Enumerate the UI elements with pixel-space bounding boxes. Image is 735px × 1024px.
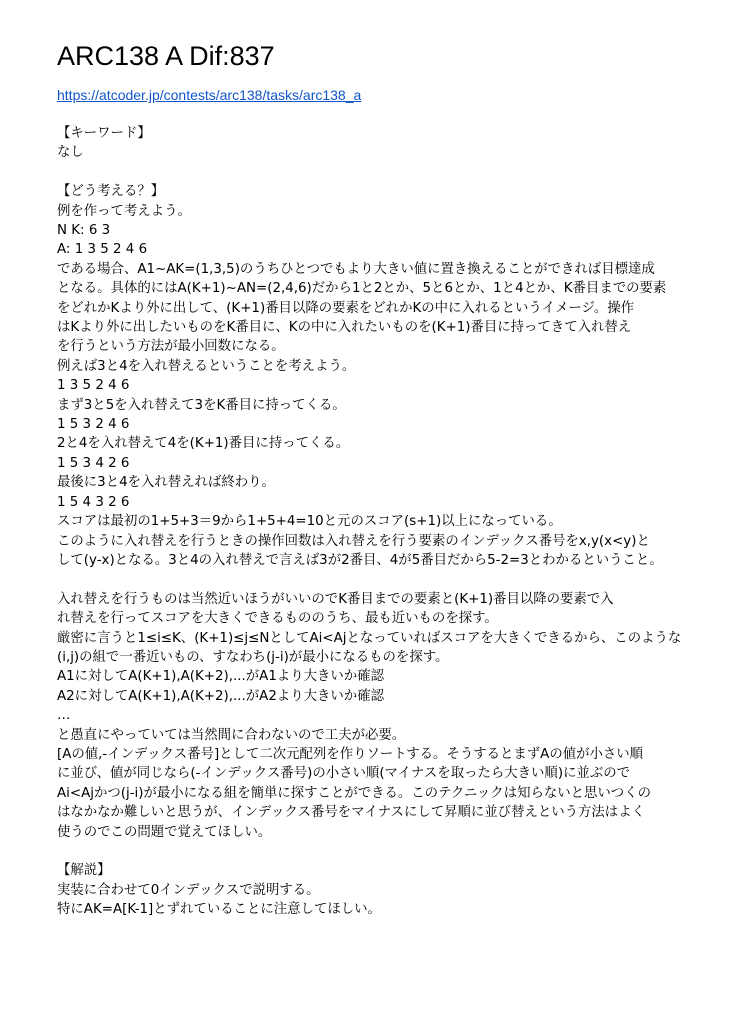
- text-line: N K: 6 3: [57, 223, 111, 239]
- text-line: (i,j)の組で一番近いもの、すなわち(j-i)が最小になるものを探す。: [57, 649, 449, 665]
- text-line: はなかなか難しいと思うが、インデックス番号をマイナスにして昇順に並び替えという方法はよく: [57, 805, 645, 821]
- text-line: と愚直にやっていては当然間に合わないので工夫が必要。: [57, 727, 406, 743]
- text-line: Ai<Ajかつ(j-i)が最小になる組を簡単に探すことができる。このテクニックは知らないと思いつくの: [57, 785, 651, 801]
- text-line: 1 5 4 3 2 6: [57, 494, 130, 510]
- section-heading: 【解説】: [57, 863, 111, 879]
- text-line: 例を作って考えよう。: [57, 203, 191, 219]
- text-line: [Aの値,-インデックス番号]として二次元配列を作りソートする。そうするとまずAの値が小さい順: [57, 746, 644, 762]
- text-line: である場合、A1~AK=(1,3,5)のうちひとつでもより大きい値に置き換えることができれば目標達成: [57, 261, 655, 277]
- section-spacer: [57, 570, 682, 589]
- section-spacer: [57, 842, 682, 861]
- text-line: A1に対してA(K+1),A(K+2),...がA1より大きいか確認: [57, 669, 384, 685]
- text-line: 1 5 3 2 4 6: [57, 417, 130, 433]
- text-line: を行うという方法が最小回数になる。: [57, 339, 285, 355]
- text-line: はKより外に出したいものをK番目に、Kの中に入れたいものを(K+1)番目に持ってきて入れ替え: [57, 320, 632, 336]
- text-line: 使うのでこの問題で覚えてほしい。: [57, 824, 272, 840]
- text-line: なし: [57, 145, 84, 161]
- text-line: をどれかKより外に出して、(K+1)番目以降の要素をどれかKの中に入れるというイメージ。操作: [57, 300, 635, 316]
- document-page: [57, 40, 682, 920]
- text-line: …: [57, 708, 71, 724]
- section-heading: 【キーワード】: [57, 126, 151, 141]
- text-line: A2に対してA(K+1),A(K+2),...がA2より大きいか確認: [57, 688, 384, 704]
- text-line: 1 5 3 4 2 6: [57, 455, 130, 471]
- text-line: 例えば3と4を入れ替えるということを考えよう。: [57, 358, 356, 374]
- section-spacer: [57, 163, 682, 182]
- text-line: 2と4を入れ替えて4を(K+1)番目に持ってくる。: [57, 436, 350, 452]
- text-line: に並び、値が同じなら(-インデックス番号)の小さい順(マイナスを取ったら大きい順)に並ぶので: [57, 766, 630, 782]
- text-line: 入れ替えを行うものは当然近いほうがいいのでK番目までの要素と(K+1)番目以降の要素で入: [57, 591, 614, 607]
- text-line: れ替えを行ってスコアを大きくできるもののうち、最も近いものを探す。: [57, 611, 498, 627]
- document-body: [57, 124, 682, 920]
- problem-link[interactable]: https://atcoder.jp/contests/arc138/tasks/arc138_a: [57, 87, 362, 103]
- text-line: 厳密に言うと1≤i≤K、(K+1)≤j≤NとしてAi<Ajとなっていればスコアを大きくできるから、このような: [57, 630, 682, 646]
- text-line: スコアは最初の1+5+3＝9から1+5+4=10と元のスコア(s+1)以上になっている。: [57, 514, 562, 530]
- text-line: して(y-x)となる。3と4の入れ替えで言えば3が2番目、4が5番目だから5-2=3とわかるということ。: [57, 552, 663, 568]
- text-line: 特にAK=A[K-1]とずれていることに注意してほしい。: [57, 902, 381, 918]
- text-line: 1 3 5 2 4 6: [57, 378, 130, 394]
- page-title: ARC138 A Dif:837: [57, 41, 275, 71]
- text-line: まず3と5を入れ替えて3をK番目に持ってくる。: [57, 397, 346, 413]
- text-line: 実装に合わせて0インデックスで説明する。: [57, 882, 320, 898]
- text-line: A: 1 3 5 2 4 6: [57, 242, 148, 258]
- section-heading: 【どう考える？】: [57, 184, 165, 200]
- text-line: このように入れ替えを行うときの操作回数は入れ替えを行う要素のインデックス番号をx,y(x<y)と: [57, 533, 650, 549]
- text-line: となる。具体的にはA(K+1)~AN=(2,4,6)だから1と2とか、5と6とか、1と4とか、K番目までの要素: [57, 281, 667, 297]
- text-line: 最後に3と4を入れ替えれば終わり。: [57, 475, 275, 491]
